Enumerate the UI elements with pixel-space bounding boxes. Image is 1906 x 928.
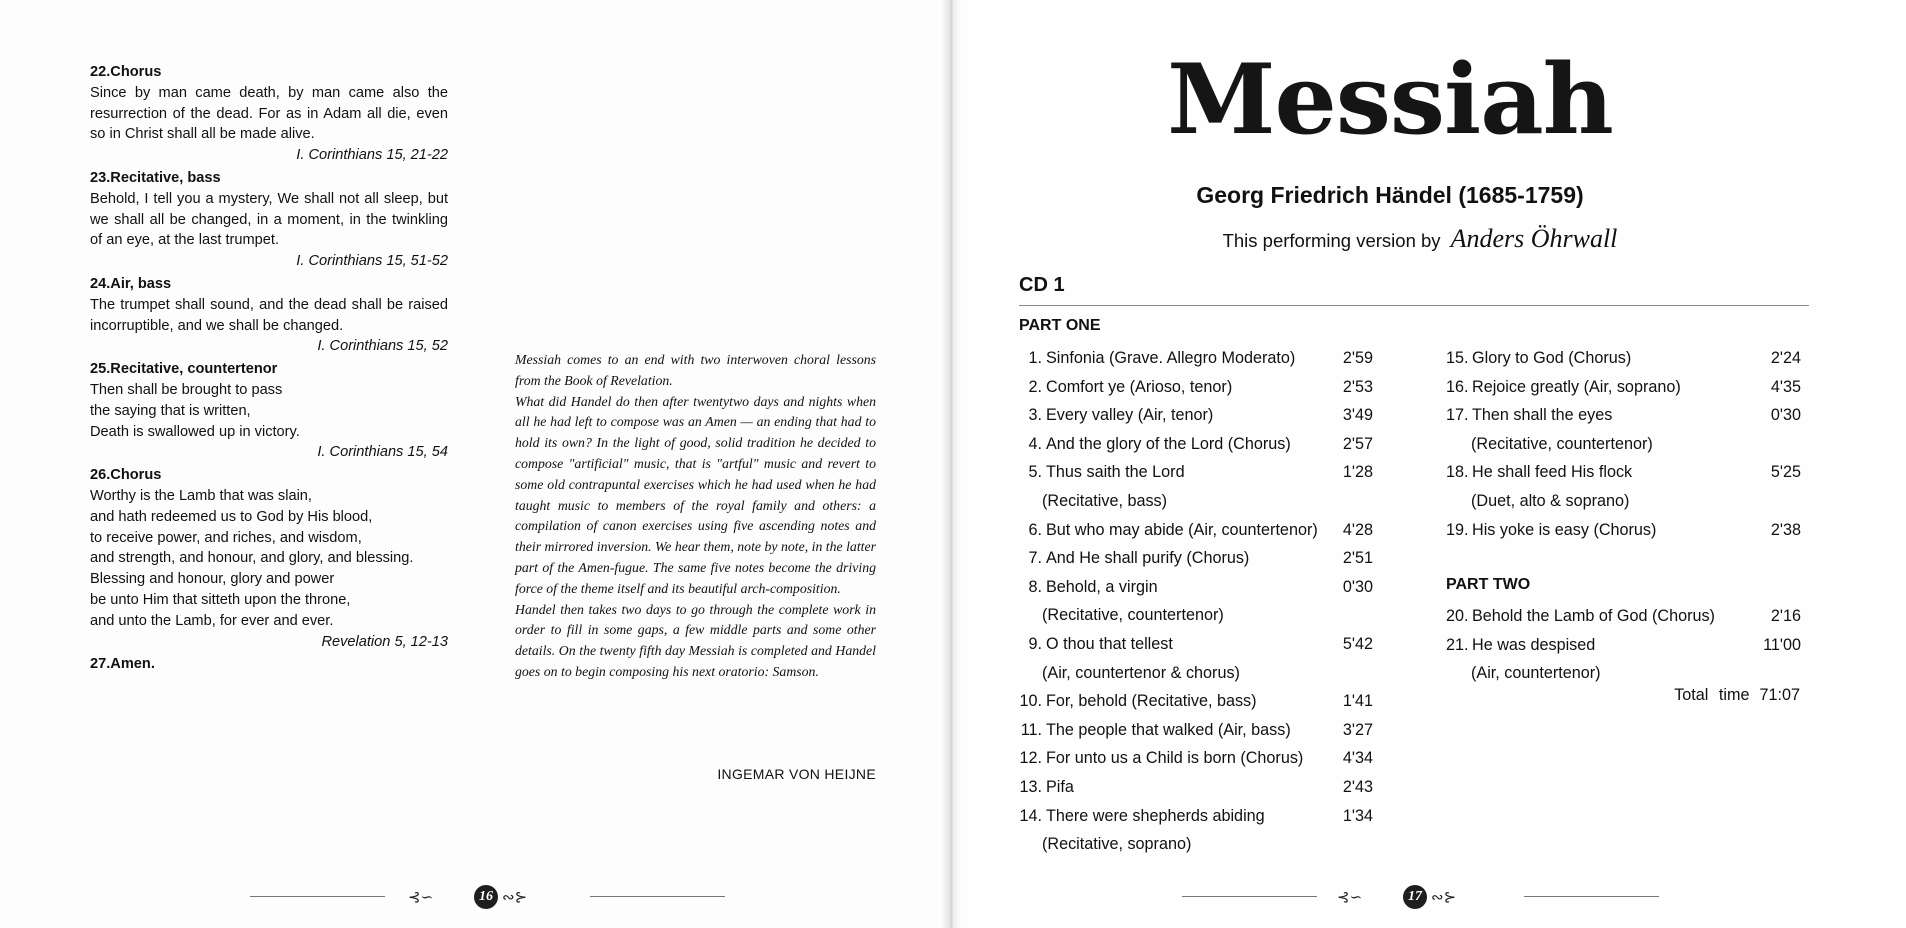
track-row <box>1446 631 1801 660</box>
track-title: There were shepherds abiding <box>1046 806 1265 825</box>
track-duration: 2'53 <box>1342 377 1373 396</box>
footer-rule <box>590 896 725 897</box>
track-title: Then shall the eyes <box>1472 406 1613 425</box>
flourish-icon: ∾⊱ <box>1431 888 1457 906</box>
track-title: Behold the Lamb of God (Chorus) <box>1472 607 1715 625</box>
track-subtitle: (Duet, alto & soprano) <box>1471 491 1630 510</box>
tracklist-part-two <box>1446 602 1801 688</box>
track-row <box>1446 458 1801 487</box>
track-duration: 2'38 <box>1770 520 1801 539</box>
tracklist-column-2 <box>1446 344 1801 544</box>
track-number: 4. <box>1028 434 1042 453</box>
track-number: 12. <box>1019 749 1042 768</box>
book-gutter <box>940 0 962 928</box>
part-two-heading: PART TWO <box>1446 576 1531 593</box>
lyric-entry <box>90 62 448 166</box>
scripture-reference: I. Corinthians 15, 54 <box>317 444 448 461</box>
arranger-signature: Anders Öhrwall <box>1450 224 1618 253</box>
track-row <box>1017 744 1373 773</box>
track-row <box>1446 602 1801 631</box>
track-title: Behold, a virgin <box>1046 577 1158 596</box>
lyric-entry <box>90 359 448 463</box>
track-number: 18. <box>1446 463 1469 482</box>
track-subtitle: (Air, countertenor) <box>1471 664 1601 683</box>
track-row <box>1017 516 1373 545</box>
total-value: 71:07 <box>1759 686 1800 704</box>
page-footer-left <box>250 884 730 910</box>
track-title: Thus saith the Lord <box>1046 463 1185 482</box>
page-number: 16 <box>474 885 498 909</box>
track-title: Comfort ye (Arioso, tenor) <box>1046 377 1233 396</box>
track-number: 5. <box>1028 463 1042 482</box>
lyric-title: 24.Air, bass <box>90 275 172 292</box>
track-number: 2. <box>1028 377 1042 396</box>
essay-signature: INGEMAR VON HEIJNE <box>717 766 876 782</box>
lyric-text: The trumpet shall sound, and the dead shall be raised incorruptible, and we shall be changed. <box>90 296 448 334</box>
scripture-reference: Revelation 5, 12-13 <box>321 633 448 650</box>
track-duration: 0'30 <box>1342 577 1373 596</box>
track-duration: 2'57 <box>1342 434 1373 453</box>
track-duration: 5'42 <box>1342 634 1373 653</box>
page-footer-right <box>1182 884 1662 910</box>
track-title: Pifa <box>1046 777 1074 796</box>
track-title: Glory to God (Chorus) <box>1472 349 1632 367</box>
track-number: 15. <box>1446 349 1469 367</box>
lyric-text: Worthy is the Lamb that was slain, and hath redeemed us to God by His blood, to receive power, and riches, and wisdom, and strength, and honour, and glory, and blessing. Blessing and honour, glory and power be unto Him that sitteth upon the throne, and unto the Lamb, for ever and ever. <box>90 487 414 629</box>
footer-rule <box>1524 896 1659 897</box>
lyric-title: 27.Amen. <box>90 656 155 673</box>
scripture-reference: I. Corinthians 15, 52 <box>317 338 448 355</box>
track-title: Every valley (Air, tenor) <box>1046 406 1214 425</box>
track-number: 3. <box>1028 406 1042 425</box>
track-number: 6. <box>1028 520 1042 539</box>
lyric-title: 22.Chorus <box>90 64 162 80</box>
total-label: Total time <box>1674 686 1750 704</box>
track-duration: 3'49 <box>1342 406 1373 425</box>
track-number: 9. <box>1028 634 1042 653</box>
track-row <box>1017 458 1373 487</box>
scripture-reference: I. Corinthians 15, 51-52 <box>296 253 448 270</box>
track-duration: 2'16 <box>1770 607 1801 625</box>
lyric-title: 23.Recitative, bass <box>90 169 221 186</box>
track-duration: 1'28 <box>1342 463 1373 482</box>
track-title: But who may abide (Air, countertenor) <box>1046 520 1318 539</box>
lyric-text: Since by man came death, by man came also the resurrection of the dead. For as in Adam all die, even so in Christ shall all be made alive. <box>90 84 448 143</box>
essay-paragraph: What did Handel do then after twentytwo days and nights when all he had left to compose was an Amen — an ending that had to hold its own? In the light of good, solid tradition he decided to compose "artificial" music, that is "artful" music and revert to some old contrapuntal exercises which he had used when he had taught music to members of the royal family and others: a compilation of canon exercises using five ascending notes and their mirrored inversion. We hear them, note by note, in the latter part of the Amen-fugue. The same five notes become the driving force of the theme itself and its beautiful arch-composition. <box>515 393 876 596</box>
track-duration: 5'25 <box>1770 463 1801 482</box>
lyric-text: Then shall be brought to pass the saying that is written, Death is swallowed up in victory. <box>90 381 300 440</box>
track-subtitle: (Recitative, bass) <box>1042 491 1168 510</box>
track-title: O thou that tellest <box>1046 634 1173 653</box>
flourish-icon: ⊰∽ <box>408 888 434 906</box>
track-title: And the glory of the Lord (Chorus) <box>1046 434 1291 453</box>
track-duration: 0'30 <box>1770 406 1801 425</box>
track-number: 8. <box>1028 577 1042 596</box>
track-row <box>1446 516 1801 545</box>
track-title: And He shall purify (Chorus) <box>1046 549 1250 568</box>
track-duration: 1'34 <box>1342 806 1373 825</box>
track-title: For, behold (Recitative, bass) <box>1046 692 1257 711</box>
page-number: 17 <box>1403 885 1427 909</box>
version-prefix: This performing version by <box>1222 230 1441 251</box>
track-duration: 11'00 <box>1763 635 1801 654</box>
track-row <box>1446 401 1801 430</box>
track-row <box>1017 802 1373 831</box>
track-row <box>1017 544 1373 573</box>
track-number: 21. <box>1446 635 1469 654</box>
lyric-text: Behold, I tell you a mystery, We shall not all sleep, but we shall all be changed, in a moment, in the twinkling of an eye, at the last trumpet. <box>90 190 448 249</box>
track-row <box>1017 430 1373 459</box>
track-title: For unto us a Child is born (Chorus) <box>1046 749 1304 768</box>
track-number: 14. <box>1019 806 1042 825</box>
lyrics-column <box>90 62 448 677</box>
track-subtitle: (Recitative, countertenor) <box>1042 606 1224 625</box>
track-row <box>1017 373 1373 402</box>
track-number: 7. <box>1028 549 1042 568</box>
essay-paragraph: Messiah comes to an end with two interwoven choral lessons from the Book of Revelation. <box>515 352 876 388</box>
track-row <box>1446 344 1801 373</box>
lyric-entry <box>90 654 448 675</box>
track-row <box>1017 630 1373 659</box>
track-number: 16. <box>1446 377 1469 396</box>
footer-rule <box>250 896 385 897</box>
cd-divider <box>1019 305 1809 306</box>
essay-paragraph: Handel then takes two days to go through the complete work in order to fill in some gaps, a few middle parts and some other details. On the twenty fifth day Messiah is completed and Handel goes on to begin composing his next oratorio: Samson. <box>515 601 876 679</box>
lyric-title: 26.Chorus <box>90 467 162 484</box>
flourish-icon: ⊰∽ <box>1337 888 1363 906</box>
track-number: 20. <box>1446 607 1469 625</box>
lyric-entry <box>90 465 448 652</box>
essay-text <box>515 350 876 683</box>
lyric-entry <box>90 168 448 272</box>
track-duration: 1'41 <box>1342 692 1373 711</box>
track-duration: 4'28 <box>1342 520 1373 539</box>
flourish-icon: ∾⊱ <box>502 888 528 906</box>
track-number: 11. <box>1020 720 1042 739</box>
part-one-heading: PART ONE <box>1019 317 1101 334</box>
track-title: Sinfonia (Grave. Allegro Moderato) <box>1046 349 1296 367</box>
album-title: Messiah <box>1167 43 1613 156</box>
track-row <box>1017 716 1373 745</box>
track-duration: 2'43 <box>1342 777 1373 796</box>
track-number: 13. <box>1019 777 1042 796</box>
track-row <box>1017 687 1373 716</box>
cd-label: CD 1 <box>1019 274 1065 296</box>
track-duration: 4'34 <box>1342 749 1373 768</box>
version-line <box>1140 224 1700 254</box>
lyric-title: 25.Recitative, countertenor <box>90 361 278 378</box>
track-number: 17. <box>1446 406 1469 425</box>
track-number: 19. <box>1446 520 1469 539</box>
track-duration: 2'51 <box>1342 549 1373 568</box>
total-time <box>1600 686 1800 705</box>
track-number: 10. <box>1019 692 1042 711</box>
tracklist-column-1 <box>1017 344 1373 859</box>
track-row <box>1017 401 1373 430</box>
track-number: 1. <box>1028 349 1042 367</box>
track-title: He shall feed His flock <box>1472 463 1633 482</box>
track-row <box>1017 773 1373 802</box>
lyric-entry <box>90 274 448 357</box>
track-title: The people that walked (Air, bass) <box>1046 720 1291 739</box>
track-duration: 3'27 <box>1342 720 1373 739</box>
track-duration: 2'24 <box>1770 349 1801 367</box>
track-subtitle: (Air, countertenor & chorus) <box>1042 663 1240 682</box>
track-subtitle: (Recitative, soprano) <box>1042 835 1192 854</box>
composer-line: Georg Friedrich Händel (1685-1759) <box>1196 182 1584 208</box>
track-subtitle: (Recitative, countertenor) <box>1471 434 1653 453</box>
track-duration: 2'59 <box>1342 349 1373 367</box>
track-title: He was despised <box>1472 635 1596 654</box>
track-duration: 4'35 <box>1770 377 1801 396</box>
track-row <box>1446 373 1801 402</box>
footer-rule <box>1182 896 1317 897</box>
track-row <box>1017 573 1373 602</box>
scripture-reference: I. Corinthians 15, 21-22 <box>296 147 448 164</box>
track-row <box>1017 344 1373 373</box>
track-title: Rejoice greatly (Air, soprano) <box>1472 377 1681 396</box>
track-title: His yoke is easy (Chorus) <box>1472 520 1657 539</box>
